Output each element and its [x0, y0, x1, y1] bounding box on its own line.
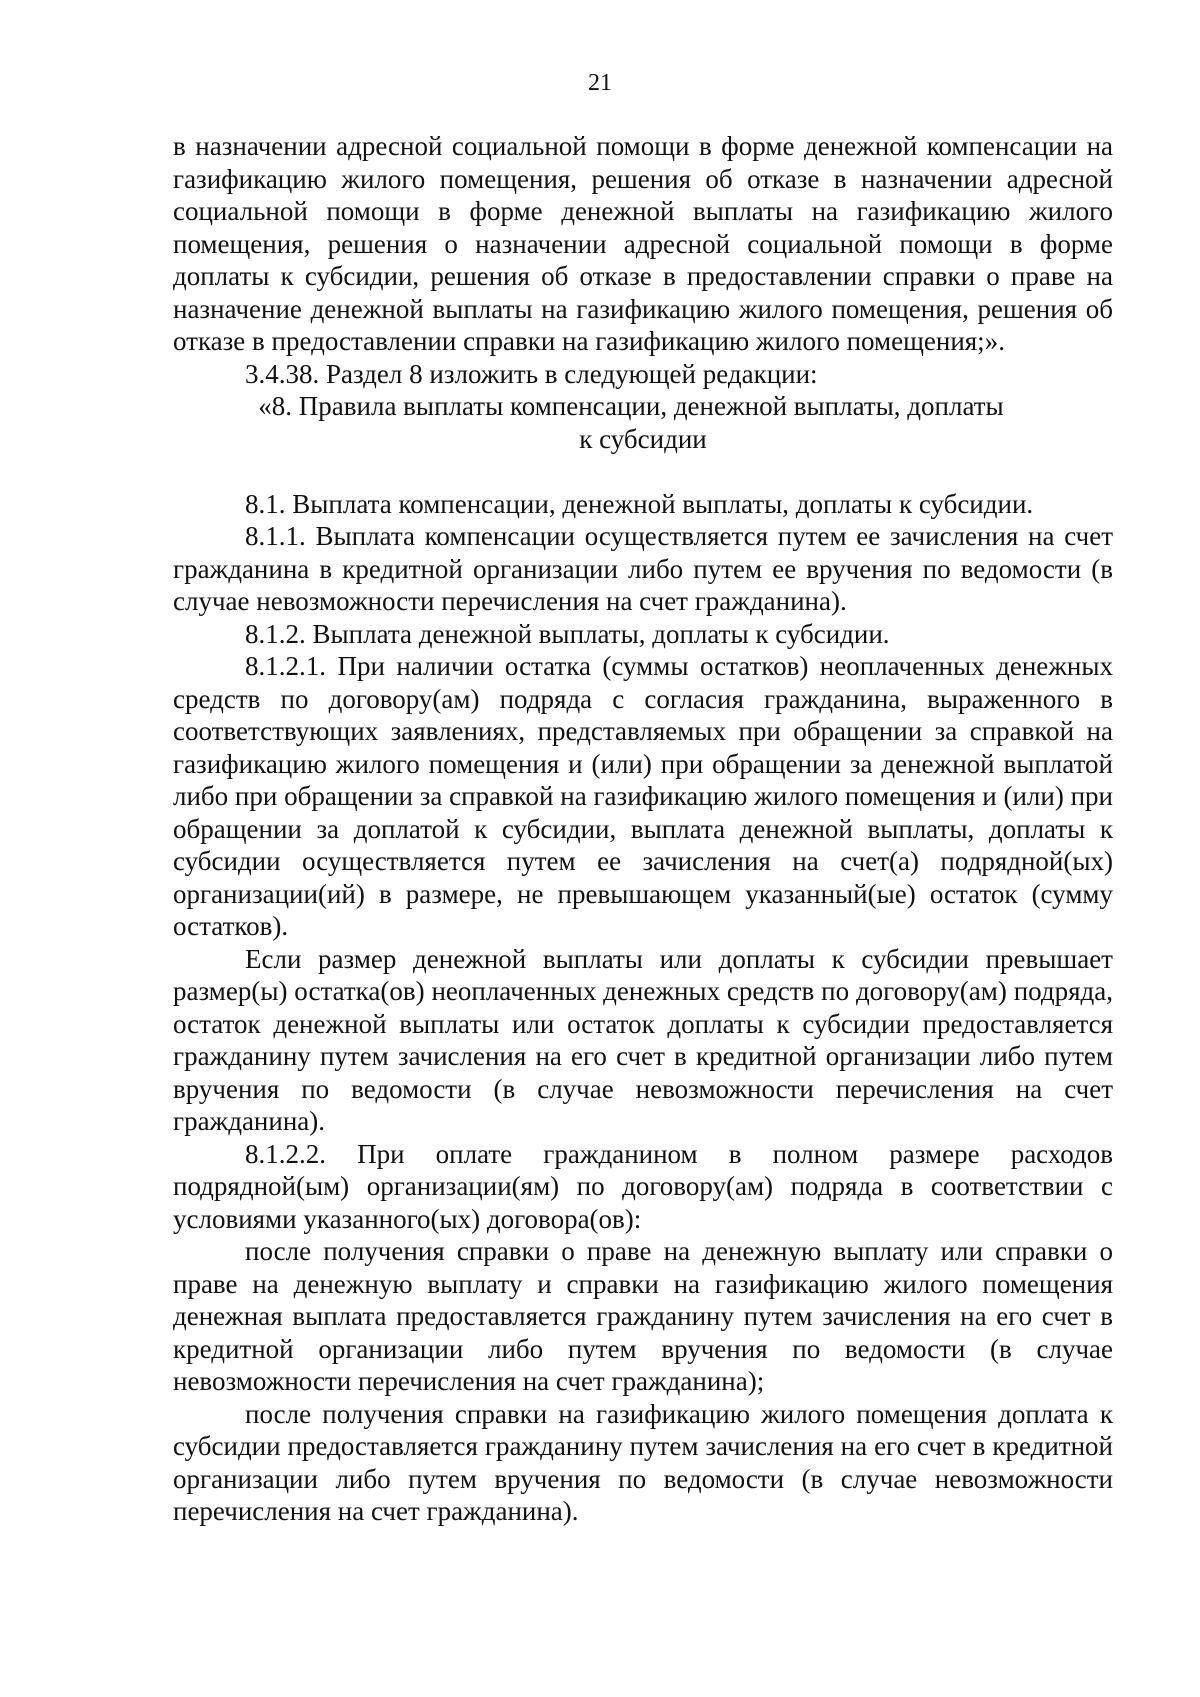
- section-8-heading: [173, 390, 1113, 455]
- paragraph-continuation: в назначении адресной социальной помощи в форме денежной компенсации на газификацию жилого помещения, решения об отказе в назначении адресной социальной помощи в форме денежной выплаты на газификацию жилого помещения, решения о назначении адресной социальной помощи в форме доплаты к субсидии, решения об отказе в предоставлении справки о праве на назначение денежной выплаты на газификацию жилого помещения, решения об отказе в предоставлении справки на газификацию жилого помещения;».: [173, 131, 1113, 356]
- paragraph-8-1-1: 8.1.1. Выплата компенсации осуществляется путем ее зачисления на счет гражданина в кредитной организации либо путем ее вручения по ведомости (в случае невозможности перечисления на счет гражданина).: [173, 521, 1113, 616]
- paragraph-8-1-2-2: 8.1.2.2. При оплате гражданином в полном размере расходов подрядной(ым) организации(ям) по договору(ам) подряда в соответствии с условиями указанного(ых) договора(ов):: [173, 1138, 1113, 1234]
- paragraph-8-1-2: 8.1.2. Выплата денежной выплаты, доплаты к субсидии.: [245, 618, 890, 649]
- section-8-heading-line1: «8. Правила выплаты компенсации, денежной выплаты, доплаты: [258, 391, 1004, 421]
- paragraph-excess-amount: Если размер денежной выплаты или доплаты к субсидии превышает размер(ы) остатка(ов) неоплаченных денежных средств по договору(ам) подряда, остаток денежной выплаты или остаток доплаты к субсидии предоставляется гражданину путем зачисления на его счет в кредитной организации либо путем вручения по ведомости (в случае невозможности перечисления на счет гражданина).: [173, 943, 1113, 1136]
- section-8-heading-line2: к субсидии: [579, 423, 707, 454]
- page-number: 21: [588, 70, 612, 96]
- paragraph-8-1-2-1: 8.1.2.1. При наличии остатка (суммы остатков) неоплаченных денежных средств по договору(ам) подряда с согласия гражданина, выраженного в соответствующих заявлениях, представляемых при обращении за справкой на газификацию жилого помещения и (или) при обращении за денежной выплатой либо при обращении за справкой на газификацию жилого помещения и (или) при обращении за доплатой к субсидии, выплата денежной выплаты, доплаты к субсидии осуществляется путем ее зачисления на счет(а) подрядной(ых) организации(ий) в размере, не превышающем указанный(ые) остаток (сумму остатков).: [173, 651, 1113, 941]
- paragraph-3-4-38: 3.4.38. Раздел 8 изложить в следующей редакции:: [245, 358, 818, 389]
- heading-spacer: [173, 455, 1113, 488]
- document-body: [173, 130, 1113, 1528]
- paragraph-after-cash-certificate: после получения справки о праве на денежную выплату или справки о праве на денежную выплату и справки на газификацию жилого помещения денежная выплата предоставляется гражданину путем зачисления на его счет в кредитной организации либо путем вручения по ведомости (в случае невозможности перечисления на счет гражданина);: [173, 1236, 1113, 1396]
- paragraph-8-1: 8.1. Выплата компенсации, денежной выплаты, доплаты к субсидии.: [245, 488, 1034, 519]
- paragraph-after-gasification-certificate: после получения справки на газификацию жилого помещения доплата к субсидии предоставляется гражданину путем зачисления на его счет в кредитной организации либо путем вручения по ведомости (в случае невозможности перечисления на счет гражданина).: [173, 1398, 1113, 1526]
